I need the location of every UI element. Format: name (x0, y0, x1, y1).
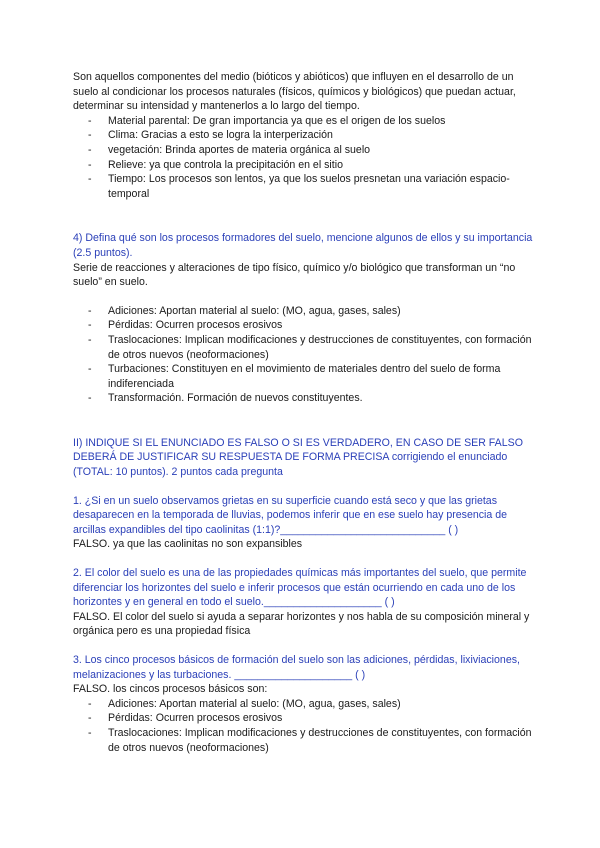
formation-processes-list (73, 304, 533, 406)
intro-paragraph: Son aquellos componentes del medio (bióticos y abióticos) que influyen en el desarrollo de un suelo al condicionar los procesos naturales (físicos, químicos y biológicos) que puedan actuar, determinar su intensidad y mantenerlos a lo largo del tiempo. (73, 71, 516, 113)
question-4: 4) Defina qué son los procesos formadores del suelo, mencione algunos de ellos y su importancia (2.5 puntos). (73, 232, 533, 259)
tf-answer-1: FALSO. ya que las caolinitas no son expansibles (73, 538, 303, 551)
tf-question-1: 1. ¿Si en un suelo observamos grietas en su superficie cuando está seco y que las grietas desaparecen en la temporada de lluvias, podemos inferir que en ese suelo hay presencia de arcillas expandibles del tipo caolinitas (1:1)?____________________________ ( ) (73, 494, 508, 536)
list-item: - Transformación. Formación de nuevos constituyentes. (108, 391, 533, 406)
list-item: - Traslocaciones: Implican modificaciones y destrucciones de constituyentes, con formación de otros nuevos (neoformaciones) (108, 726, 533, 755)
question-4-answer: Serie de reacciones y alteraciones de tipo físico, químico y/o biológico que transforman un “no suelo” en suelo. (73, 261, 516, 289)
list-item: - Relieve: ya que controla la precipitación en el sitio (108, 158, 533, 173)
list-item: - Tiempo: Los procesos son lentos, ya que los suelos presnetan una variación espacio- temporal (108, 172, 533, 201)
list-item: - Turbaciones: Constituyen en el movimiento de materiales dentro del suelo de forma indiferenciada (108, 362, 533, 391)
section-2-heading: II) INDIQUE SI EL ENUNCIADO ES FALSO O SI ES VERDADERO, EN CASO DE SER FALSO DEBERÁ DE JUSTIFICAR SU RESPUESTA DE FORMA PRECISA corrigiendo el enunciado (TOTAL: 10 puntos). 2 puntos cada pregunta (73, 436, 523, 479)
basic-processes-list (73, 697, 533, 755)
tf-answer-3: FALSO. los cincos procesos básicos son: (73, 683, 268, 696)
list-item: - Adiciones: Aportan material al suelo: (MO, agua, gases, sales) (108, 697, 533, 712)
list-item: - Pérdidas: Ocurren procesos erosivos (108, 711, 533, 726)
list-item: - Clima: Gracias a esto se logra la interperización (108, 128, 533, 143)
tf-answer-2: FALSO. El color del suelo si ayuda a separar horizontes y nos habla de su composición mineral y orgánica pero es una propiedad física (73, 610, 530, 638)
list-item: - Pérdidas: Ocurren procesos erosivos (108, 318, 533, 333)
list-item: - vegetación: Brinda aportes de materia orgánica al suelo (108, 143, 533, 158)
document-page (73, 70, 533, 755)
soil-factors-list (73, 114, 533, 202)
list-item: - Adiciones: Aportan material al suelo: (MO, agua, gases, sales) (108, 304, 533, 319)
list-item: - Material parental: De gran importancia ya que es el origen de los suelos (108, 114, 533, 129)
list-item: - Traslocaciones: Implican modificaciones y destrucciones de constituyentes, con formación de otros nuevos (neoformaciones) (108, 333, 533, 362)
tf-question-2: 2. El color del suelo es una de las propiedades químicas más importantes del suelo, que permite diferenciar los horizontes del suelo e inferir procesos que están ocurriendo en cada uno de los horizontes y en general en todo el suelo.____________________ ( ) (73, 567, 527, 609)
tf-question-3: 3. Los cinco procesos básicos de formación del suelo son las adiciones, pérdidas, lixiviaciones, melanizaciones y las turbaciones. ____________________ ( ) (73, 654, 520, 681)
